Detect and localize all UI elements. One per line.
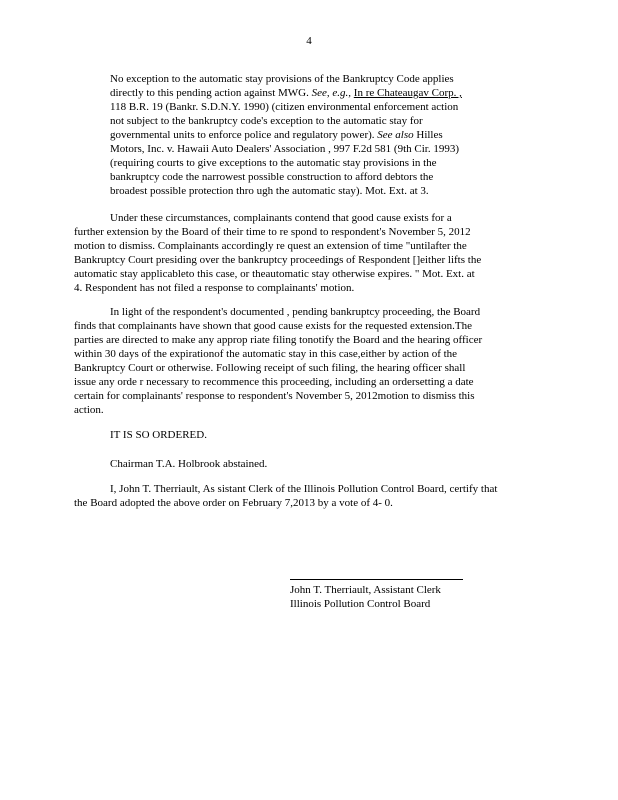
paragraph-line: 4. Respondent has not filed a response to complainants' motion. xyxy=(74,282,355,294)
paragraph-line: finds that complainants have shown that good cause exists for the requested extension.The xyxy=(74,320,473,332)
case-name-hilles: Hilles xyxy=(416,129,443,141)
paragraph-line: parties are directed to make any approp riate filing tonotify the Board and the hearing officer xyxy=(74,334,483,346)
paragraph-line: In light of the respondent's documented , pending bankruptcy proceeding, the Board xyxy=(110,306,481,318)
paragraph-line: (requiring courts to give exceptions to the automatic stay provisions in the xyxy=(110,157,437,169)
citation-signal: See also xyxy=(377,129,414,141)
signatory-name: John T. Therriault, Assistant Clerk xyxy=(290,584,441,596)
paragraph-line: certain for complainants' response to respondent's November 5, 2012motion to dismiss this xyxy=(74,390,475,402)
so-ordered: IT IS SO ORDERED. xyxy=(110,429,207,441)
case-name: In re Chateaugav Corp. , xyxy=(353,87,462,99)
clerk-certification xyxy=(74,482,530,510)
signatory-organization: Illinois Pollution Control Board xyxy=(290,598,431,610)
signature-line xyxy=(290,579,463,580)
paragraph-line: within 30 days of the expirationof the automatic stay in this case,either by action of the xyxy=(74,348,458,360)
paragraph-line: automatic stay applicableto this case, or theautomatic stay otherwise expires. " Mot. Ext. at xyxy=(74,268,475,280)
paragraph-line: motion to dismiss. Complainants accordingly re quest an extension of time "untilafter the xyxy=(74,240,467,252)
paragraph-line: bankruptcy code the narrowest possible construction to afford debtors the xyxy=(110,171,434,183)
paragraph-line: 118 B.R. 19 (Bankr. S.D.N.Y. 1990) (citizen environmental enforcement action xyxy=(110,101,459,113)
paragraph-line: further extension by the Board of their time to re spond to respondent's November 5, 2012 xyxy=(74,226,471,238)
paragraph-line: Bankruptcy Court presiding over the bankruptcy proceedings of Respondent []either lifts the xyxy=(74,254,482,266)
signature-block xyxy=(290,583,550,611)
paragraph-line: Under these circumstances, complainants contend that good cause exists for a xyxy=(110,212,452,224)
paragraph-bankruptcy-exception xyxy=(110,72,496,198)
certification-line: I, John T. Therriault, As sistant Clerk of the Illinois Pollution Control Board, certify that xyxy=(110,483,498,495)
page-number: 4 xyxy=(306,35,312,47)
citation-signal: See, e.g., xyxy=(311,87,352,99)
paragraph-line: not subject to the bankruptcy code's exception to the automatic stay for xyxy=(110,115,423,127)
paragraph-line-text: directly to this pending action against MWG. xyxy=(110,87,309,99)
abstention-note: Chairman T.A. Holbrook abstained. xyxy=(110,458,268,470)
paragraph-line: No exception to the automatic stay provisions of the Bankruptcy Code applies xyxy=(110,73,454,85)
paragraph-line: Motors, Inc. v. Hawaii Auto Dealers' Association , 997 F.2d 581 (9th Cir. 1993) xyxy=(110,143,459,155)
paragraph-circumstances xyxy=(74,211,528,295)
paragraph-line-text: governmental units to enforce police and regulatory power). xyxy=(110,129,375,141)
paragraph-line: action. xyxy=(74,404,104,416)
paragraph-line: Bankruptcy Court or otherwise. Following receipt of such filing, the hearing officer shall xyxy=(74,362,466,374)
paragraph-line xyxy=(110,128,496,142)
paragraph-ruling xyxy=(74,305,498,417)
paragraph-line xyxy=(110,86,496,100)
paragraph-line: issue any orde r necessary to recommence this proceeding, including an ordersetting a date xyxy=(74,376,474,388)
paragraph-line: broadest possible protection thro ugh the automatic stay). Mot. Ext. at 3. xyxy=(110,185,429,197)
certification-line: the Board adopted the above order on February 7,2013 by a vote of 4- 0. xyxy=(74,497,393,509)
